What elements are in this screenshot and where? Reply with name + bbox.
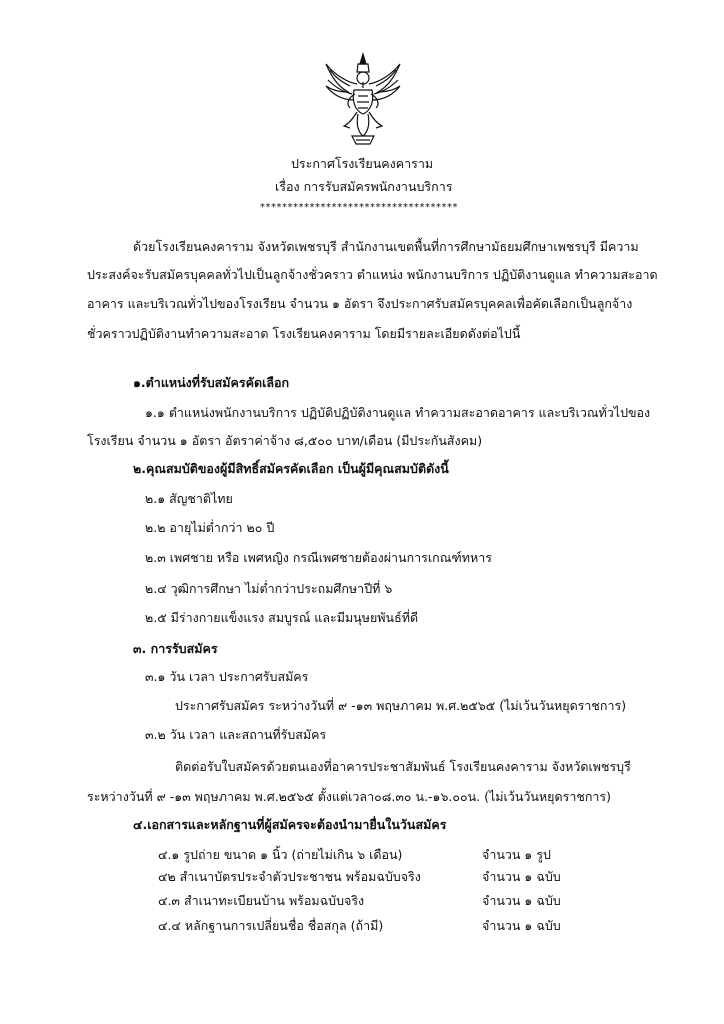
document-quantity: จำนวน ๑ ฉบับ [482, 893, 561, 908]
section-3-heading: ๓. การรับสมัคร [133, 641, 218, 656]
section-1-heading: ๑.ตำแหน่งที่รับสมัครคัดเลือก [133, 375, 290, 390]
qualification-item: ๒.๔ วุฒิการศึกษา ไม่ต่ำกว่าประถมศึกษาปีที่ ๖ [145, 581, 393, 596]
section-2-heading: ๒.คุณสมบัติของผู้มีสิทธิ์สมัครคัดเลือก เป็นผู้มีคุณสมบัติดังนี้ [133, 461, 449, 476]
garuda-emblem-icon [322, 52, 404, 147]
section-3-sub-1-text: ประกาศรับสมัคร ระหว่างวันที่ ๙ -๑๓ พฤษภาคม พ.ศ.๒๕๖๕ (ไม่เว้นวันหยุดราชการ) [175, 698, 627, 713]
section-3-sub-2-title: ๓.๒ วัน เวลา และสถานที่รับสมัคร [145, 727, 327, 742]
qualification-item: ๒.๑ สัญชาติไทย [145, 491, 233, 506]
intro-line-2: ประสงค์จะรับสมัครบุคคลทั่วไปเป็นลูกจ้างชั่วคราว ตำแหน่ง พนักงานบริการ ปฏิบัติงานดูแล ทำความสะอาด [87, 267, 658, 282]
header-divider: ************************************ [260, 202, 458, 213]
intro-line-4: ชั่วคราวปฏิบัติงานทำความสะอาด โรงเรียนคงคาราม โดยมีรายละเอียดดังต่อไปนี้ [87, 326, 521, 341]
section-4-heading: ๔.เอกสารและหลักฐานที่ผู้สมัครจะต้องนำมายื่นในวันสมัคร [133, 817, 447, 832]
section-3-sub-2-text-1: ติดต่อรับใบสมัครด้วยตนเองที่อาคารประชาสัมพันธ์ โรงเรียนคงคาราม จังหวัดเพชรบุรี [175, 759, 631, 774]
qualification-item: ๒.๕ มีร่างกายแข็งแรง สมบูรณ์ และมีมนุษยพันธ์ที่ดี [145, 610, 419, 625]
document-quantity: จำนวน ๑ รูป [482, 847, 551, 862]
page-title: ประกาศโรงเรียนคงคาราม [291, 156, 434, 171]
qualification-item: ๒.๒ อายุไม่ต่ำกว่า ๒๐ ปี [145, 520, 275, 535]
document-quantity: จำนวน ๑ ฉบับ [482, 918, 561, 933]
document-item: ๔๒ สำเนาบัตรประจำตัวประชาชน พร้อมฉบับจริง [158, 869, 421, 884]
document-item: ๔.๓ สำเนาทะเบียนบ้าน พร้อมฉบับจริง [158, 893, 365, 908]
intro-line-3: อาคาร และบริเวณทั่วไปของโรงเรียน จำนวน ๑ อัตรา จึงประกาศรับสมัครบุคคลเพื่อคัดเลือกเป็นลูกจ้าง [87, 296, 633, 311]
intro-line-1: ด้วยโรงเรียนคงคาราม จังหวัดเพชรบุรี สำนักงานเขตพื้นที่การศึกษามัธยมศึกษาเพชรบุรี มีความ [133, 239, 639, 254]
section-1-line-2: โรงเรียน จำนวน ๑ อัตรา อัตราค่าจ้าง ๘,๕๐๐ บาท/เดือน (มีประกันสังคม) [87, 433, 483, 448]
section-3-sub-2-text-2: ระหว่างวันที่ ๙ -๑๓ พฤษภาคม พ.ศ.๒๕๖๕ ตั้งแต่เวลา๐๘.๓๐ น.-๑๖.๐๐น. (ไม่เว้นวันหยุดราชการ) [87, 789, 612, 804]
section-3-sub-1-title: ๓.๑ วัน เวลา ประกาศรับสมัคร [145, 669, 309, 684]
document-item: ๔.๔ หลักฐานการเปลี่ยนชื่อ ชื่อสกุล (ถ้ามี) [158, 918, 384, 933]
qualification-item: ๒.๓ เพศชาย หรือ เพศหญิง กรณีเพศชายต้องผ่านการเกณฑ์ทหาร [145, 550, 492, 565]
section-1-line-1: ๑.๑ ตำแหน่งพนักงานบริการ ปฏิบัติปฏิบัติงานดูแล ทำความสะอาดอาคาร และบริเวณทั่วไปของ [145, 405, 651, 420]
subject-line: เรื่อง การรับสมัครพนักงานบริการ [275, 179, 453, 194]
document-quantity: จำนวน ๑ ฉบับ [482, 869, 561, 884]
document-item: ๔.๑ รูปถ่าย ขนาด ๑ นิ้ว (ถ่ายไม่เกิน ๖ เดือน) [158, 847, 403, 862]
